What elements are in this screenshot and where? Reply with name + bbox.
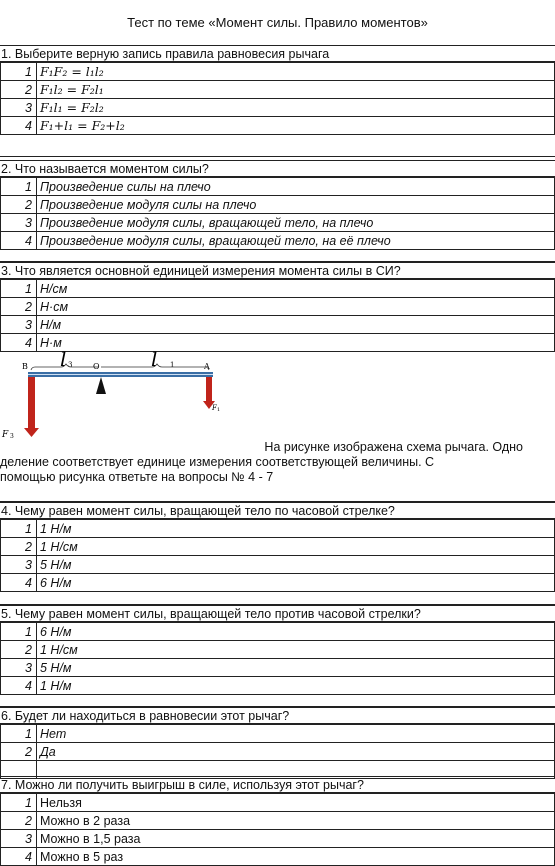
answers-table-q6 bbox=[0, 724, 555, 779]
label-a: A bbox=[204, 362, 210, 371]
answer-text: F₁l₂ = F₂l₁ bbox=[37, 81, 555, 99]
answer-number: 3 bbox=[1, 99, 37, 117]
answer-text: Произведение модуля силы, вращающей тело, на плечо bbox=[37, 214, 555, 232]
answer-number: 1 bbox=[1, 725, 37, 743]
answer-row[interactable] bbox=[1, 556, 555, 574]
label-b: B bbox=[22, 362, 28, 371]
answer-text: Можно в 1,5 раза bbox=[37, 830, 555, 848]
answer-text: F₁+l₁ = F₂+l₂ bbox=[37, 117, 555, 135]
answers-table-q5 bbox=[0, 622, 555, 695]
answer-text: Можно в 2 раза bbox=[37, 812, 555, 830]
blank-row bbox=[0, 245, 555, 262]
answer-row[interactable] bbox=[1, 830, 555, 848]
question-7-text: 7. Можно ли получить выигрыш в силе, используя этот рычаг? bbox=[0, 776, 555, 793]
answer-number: 1 bbox=[1, 520, 37, 538]
label-f1: F bbox=[212, 404, 217, 412]
answer-number: 3 bbox=[1, 214, 37, 232]
answer-row[interactable] bbox=[1, 794, 555, 812]
answer-text: 1 Н/см bbox=[37, 641, 555, 659]
question-2-text: 2. Что называется моментом силы? bbox=[0, 160, 555, 177]
label-f3: F bbox=[2, 430, 9, 440]
answer-row[interactable] bbox=[1, 178, 555, 196]
question-6-text: 6. Будет ли находиться в равновесии этот рычаг? bbox=[0, 707, 555, 724]
answer-text: Произведение модуля силы, вращающей тело, на её плечо bbox=[37, 232, 555, 250]
answer-text: F₁F₂ = l₁l₂ bbox=[37, 63, 555, 81]
answer-row[interactable] bbox=[1, 623, 555, 641]
arrow-head-icon bbox=[24, 428, 39, 437]
answer-row[interactable] bbox=[1, 214, 555, 232]
answer-text: F₁l₁ = F₂l₂ bbox=[37, 99, 555, 117]
answer-number: 1 bbox=[1, 794, 37, 812]
question-3-text: 3. Что является основной единицей измерения момента силы в СИ? bbox=[0, 262, 555, 279]
answer-number: 2 bbox=[1, 641, 37, 659]
answer-row[interactable] bbox=[1, 520, 555, 538]
label-l1: l bbox=[151, 348, 158, 371]
answer-text: Н/см bbox=[37, 280, 555, 298]
answer-row[interactable] bbox=[1, 99, 555, 117]
answers-table-q3 bbox=[0, 279, 555, 352]
answer-text: Можно в 5 раз bbox=[37, 848, 555, 866]
description-line-1: На рисунке изображена схема рычага. Одно bbox=[264, 440, 523, 454]
answer-row[interactable] bbox=[1, 848, 555, 866]
answer-number: 1 bbox=[1, 623, 37, 641]
answer-row[interactable] bbox=[1, 280, 555, 298]
question-5-text: 5. Чему равен момент силы, вращающей тело против часовой стрелки? bbox=[0, 605, 555, 622]
answer-text: 1 Н/м bbox=[37, 520, 555, 538]
answer-row[interactable] bbox=[1, 743, 555, 761]
answer-number: 3 bbox=[1, 659, 37, 677]
answer-text: Произведение силы на плечо bbox=[37, 178, 555, 196]
blank-row bbox=[0, 140, 555, 157]
label-f1-sub: 1 bbox=[217, 407, 221, 413]
answer-row[interactable] bbox=[1, 538, 555, 556]
answer-row[interactable] bbox=[1, 812, 555, 830]
answer-row[interactable] bbox=[1, 196, 555, 214]
answer-text: Да bbox=[37, 743, 555, 761]
answer-number: 3 bbox=[1, 316, 37, 334]
label-l1-sub: 1 bbox=[170, 361, 175, 369]
answer-row[interactable] bbox=[1, 659, 555, 677]
answer-text: 5 Н/м bbox=[37, 556, 555, 574]
answer-number: 3 bbox=[1, 556, 37, 574]
answer-number: 4 bbox=[1, 232, 37, 250]
answer-text: Произведение модуля силы на плечо bbox=[37, 196, 555, 214]
label-o: O bbox=[93, 362, 100, 371]
blank-row bbox=[0, 588, 555, 605]
answer-number: 4 bbox=[1, 677, 37, 695]
label-l3-sub: 3 bbox=[68, 361, 73, 369]
answer-text: 6 Н/м bbox=[37, 574, 555, 592]
answer-text: Нет bbox=[37, 725, 555, 743]
answer-text: 6 Н/м bbox=[37, 623, 555, 641]
answer-text: 1 Н/м bbox=[37, 677, 555, 695]
answer-number: 1 bbox=[1, 63, 37, 81]
answer-number: 3 bbox=[1, 830, 37, 848]
answers-table-q4 bbox=[0, 519, 555, 592]
answers-table-q1 bbox=[0, 62, 555, 135]
answer-number: 1 bbox=[1, 178, 37, 196]
force-arrow-f1 bbox=[206, 377, 212, 402]
answer-number: 4 bbox=[1, 574, 37, 592]
answer-number: 4 bbox=[1, 848, 37, 866]
answer-text: 5 Н/м bbox=[37, 659, 555, 677]
blank-row bbox=[0, 485, 555, 502]
answer-row[interactable] bbox=[1, 316, 555, 334]
answer-text: Н/м bbox=[37, 316, 555, 334]
answer-text: Н·см bbox=[37, 298, 555, 316]
force-arrow-f3 bbox=[28, 377, 35, 429]
label-l3: l bbox=[60, 348, 67, 371]
blank-row bbox=[0, 690, 555, 707]
description-line-2: деление соответствует единице измерения соответствующей величины. С bbox=[0, 455, 435, 469]
answer-number: 2 bbox=[1, 298, 37, 316]
answers-table-q7 bbox=[0, 793, 555, 866]
answer-row[interactable] bbox=[1, 641, 555, 659]
answer-row[interactable] bbox=[1, 63, 555, 81]
answer-row[interactable] bbox=[1, 298, 555, 316]
answer-row[interactable] bbox=[1, 81, 555, 99]
answer-text: 1 Н/см bbox=[37, 538, 555, 556]
answer-number: 2 bbox=[1, 743, 37, 761]
answers-table-q2 bbox=[0, 177, 555, 250]
page-title: Тест по теме «Момент силы. Правило моментов» bbox=[127, 15, 428, 30]
answer-number: 2 bbox=[1, 196, 37, 214]
answer-text: Нельзя bbox=[37, 794, 555, 812]
question-1-text: 1. Выберите верную запись правила равновесия рычага bbox=[0, 45, 555, 62]
answer-number: 4 bbox=[1, 334, 37, 352]
answer-number: 2 bbox=[1, 538, 37, 556]
answer-number: 1 bbox=[1, 280, 37, 298]
question-4-text: 4. Чему равен момент силы, вращающей тело по часовой стрелке? bbox=[0, 502, 555, 519]
label-f3-sub: 3 bbox=[10, 433, 14, 440]
answer-number: 4 bbox=[1, 117, 37, 135]
answer-row[interactable] bbox=[1, 117, 555, 135]
fulcrum-icon bbox=[96, 377, 106, 394]
answer-text: Н·м bbox=[37, 334, 555, 352]
answer-row[interactable] bbox=[1, 725, 555, 743]
lever-diagram bbox=[0, 348, 240, 444]
description-line-3: помощью рисунка ответьте на вопросы № 4 - 7 bbox=[0, 470, 274, 484]
answer-number: 2 bbox=[1, 81, 37, 99]
diagram-description bbox=[0, 440, 555, 485]
answer-number: 2 bbox=[1, 812, 37, 830]
